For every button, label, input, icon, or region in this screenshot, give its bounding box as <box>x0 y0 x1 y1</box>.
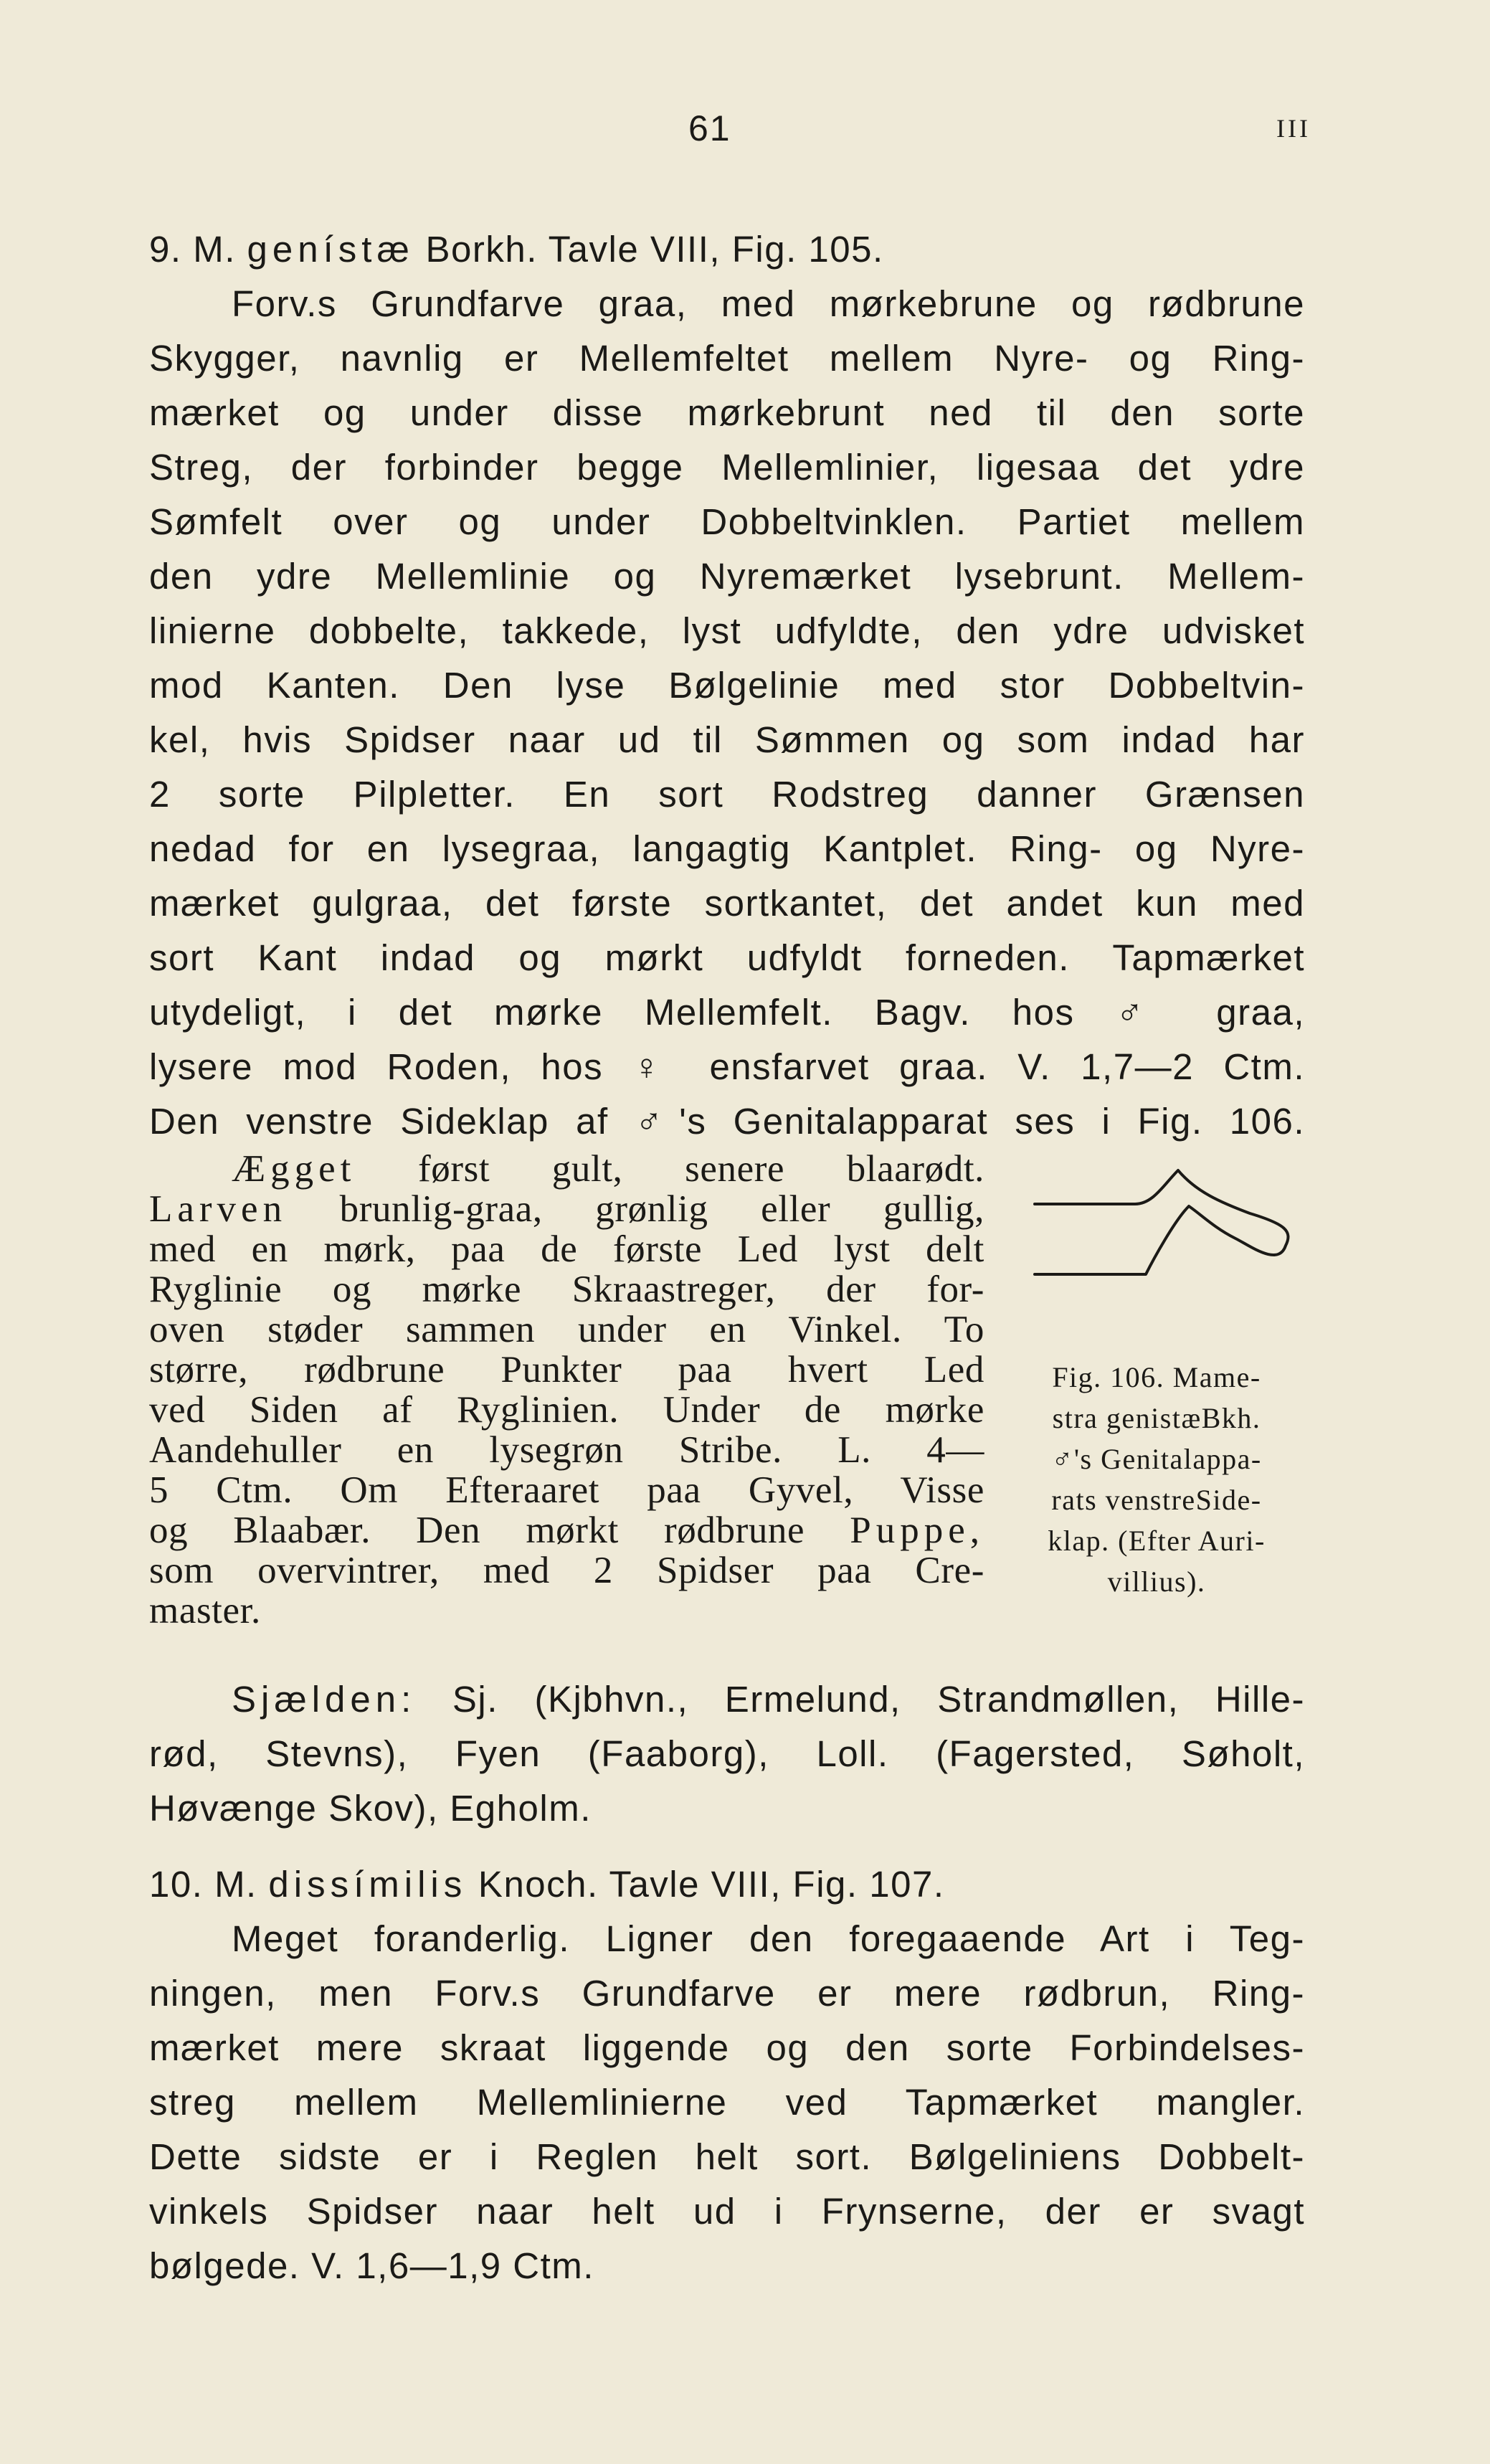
text-line: Aandehuller en lysegrøn Stribe. L. 4— <box>149 1429 984 1471</box>
text-line: Sjælden: Sj. (Kjbhvn., Ermelund, Strandmøllen, Hille- <box>232 1679 1305 1720</box>
text-line: vinkels Spidser naar helt ud i Frynserne, der er svagt <box>149 2191 1305 2232</box>
text-line: rød, Stevns), Fyen (Faaborg), Loll. (Fagersted, Søholt, <box>149 1733 1305 1774</box>
text-line: lysere mod Roden, hos ♀ ensfarvet graa. V. 1,7—2 Ctm. <box>149 1046 1305 1087</box>
text-line: Sømfelt over og under Dobbeltvinklen. Partiet mellem <box>149 501 1305 542</box>
egg-larva-block <box>149 1149 1305 1672</box>
heading-number: 9. <box>149 229 182 270</box>
pupa-label: Puppe, <box>850 1510 985 1551</box>
text-line: Ægget først gult, senere blaarødt. <box>232 1148 984 1190</box>
text-line: bølgede. V. 1,6—1,9 Ctm. <box>149 2245 594 2286</box>
text-line: utydeligt, i det mørke Mellemfelt. Bagv. hos ♂ graa, <box>149 992 1305 1033</box>
description-paragraph-10 <box>149 1912 1305 2293</box>
rarity-label: Sjælden: <box>232 1679 417 1720</box>
larva-label: Larven <box>149 1188 288 1230</box>
text-line: Larven brunlig-graa, grønlig eller gullig, <box>149 1188 984 1230</box>
figure-106 <box>999 1152 1307 1669</box>
text-line: Meget foranderlig. Ligner den foregaaende Art i Teg- <box>232 1918 1305 1959</box>
text-line: Streg, der forbinder begge Mellemlinier, ligesaa det ydre <box>149 447 1305 488</box>
genital-flap-illustration <box>1028 1152 1300 1325</box>
species-heading-9 <box>149 222 1305 277</box>
heading-number: 10. <box>149 1864 204 1905</box>
text-line: Forv.s Grundfarve graa, med mørkebrune og rødbrune <box>232 283 1305 324</box>
page-header <box>0 108 1490 165</box>
page-body <box>149 222 1305 2293</box>
text-line: sort Kant indad og mørkt udfyldt forneden. Tapmærket <box>149 937 1305 978</box>
text-line: Høvænge Skov), Egholm. <box>149 1788 592 1829</box>
heading-genus: M. <box>214 1864 257 1905</box>
heading-species: genístæ <box>247 229 414 270</box>
text-line: master. <box>149 1590 261 1631</box>
heading-species: dissímilis <box>268 1864 468 1905</box>
text-line: 5 Ctm. Om Efteraaret paa Gyvel, Visse <box>149 1469 984 1511</box>
description-paragraph-9 <box>149 277 1305 1149</box>
text-line: mærket gulgraa, det første sortkantet, det andet kun med <box>149 883 1305 924</box>
heading-rest: Knoch. Tavle VIII, Fig. 107. <box>478 1864 945 1905</box>
text-line: Dette sidste er i Reglen helt sort. Bølgeliniens Dobbelt- <box>149 2136 1305 2177</box>
text-line: mærket og under disse mørkebrunt ned til den sorte <box>149 392 1305 433</box>
text-line: og Blaabær. Den mørkt rødbrune Puppe, <box>149 1510 985 1551</box>
text-line: Skygger, navnlig er Mellemfeltet mellem Nyre- og Ring- <box>149 338 1305 379</box>
text-line: nedad for en lysegraa, langagtig Kantplet. Ring- og Nyre- <box>149 828 1305 869</box>
text-line: oven støder sammen under en Vinkel. To <box>149 1309 984 1350</box>
heading-genus: M. <box>193 229 236 270</box>
text-line: større, rødbrune Punkter paa hvert Led <box>149 1349 984 1390</box>
text-line: den ydre Mellemlinie og Nyremærket lysebrunt. Mellem- <box>149 556 1305 597</box>
species-heading-10 <box>149 1857 1305 1912</box>
text-line: kel, hvis Spidser naar ud til Sømmen og som indad har <box>149 719 1305 760</box>
figure-caption: Fig. 106. Mame- stra genistæBkh. ♂'s Genitalappa- rats venstreSide- klap. (Efter Auri- villius). <box>1048 1361 1266 1598</box>
text-line: mærket mere skraat liggende og den sorte Forbindelses- <box>149 2027 1305 2068</box>
text-line: mod Kanten. Den lyse Bølgelinie med stor Dobbeltvin- <box>149 665 1305 706</box>
signature-mark: III <box>1276 114 1311 143</box>
heading-rest: Borkh. Tavle VIII, Fig. 105. <box>425 229 884 270</box>
text-line: linierne dobbelte, takkede, lyst udfyldte, den ydre udvisket <box>149 610 1305 651</box>
text-line: Ryglinie og mørke Skraastreger, der for- <box>149 1269 984 1310</box>
page-number: 61 <box>688 108 731 148</box>
egg-label: Ægget <box>232 1148 356 1190</box>
text-line: ningen, men Forv.s Grundfarve er mere rødbrun, Ring- <box>149 1973 1305 2014</box>
text-line: ved Siden af Ryglinien. Under de mørke <box>149 1389 984 1431</box>
text-line: som overvintrer, med 2 Spidser paa Cre- <box>149 1550 984 1591</box>
rarity-paragraph-9 <box>149 1672 1305 1836</box>
egg-larva-paragraph <box>149 1149 984 1631</box>
text-line: 2 sorte Pilpletter. En sort Rodstreg danner Grænsen <box>149 774 1305 815</box>
text-line: med en mørk, paa de første Led lyst delt <box>149 1228 984 1270</box>
text-line: streg mellem Mellemlinierne ved Tapmærket mangler. <box>149 2082 1305 2123</box>
text-line: Den venstre Sideklap af ♂'s Genitalapparat ses i Fig. 106. <box>149 1101 1305 1142</box>
